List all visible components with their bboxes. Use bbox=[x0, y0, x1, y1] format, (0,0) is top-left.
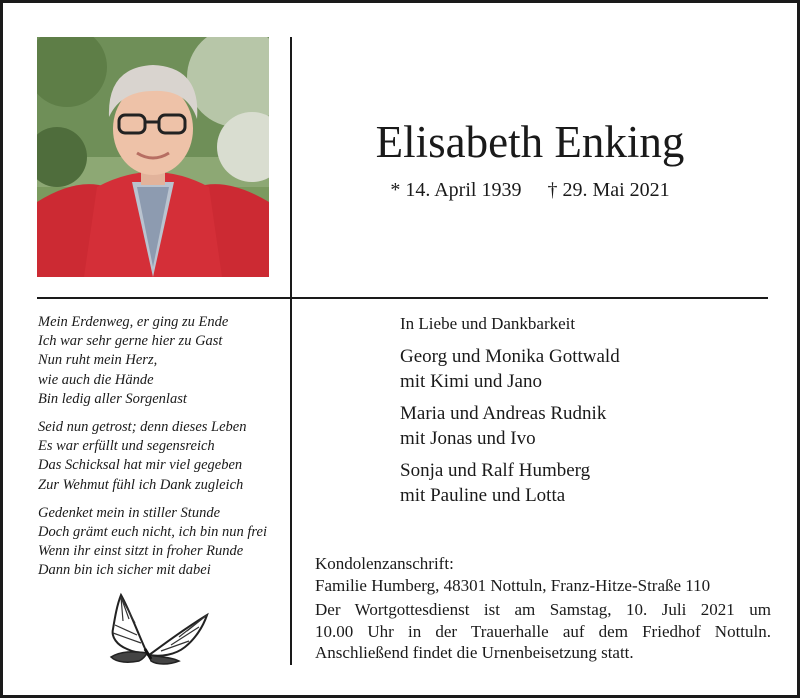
butterfly-icon bbox=[107, 591, 209, 665]
poem-line: Ich war sehr gerne hier zu Gast bbox=[38, 333, 223, 350]
poem-line: wie auch die Hände bbox=[38, 371, 154, 388]
poem-line: Das Schicksal hat mir viel gegeben bbox=[38, 457, 243, 474]
mourners-section bbox=[400, 313, 760, 515]
poem-line: Doch grämt euch nicht, ich bin nun frei bbox=[38, 524, 268, 541]
life-dates bbox=[292, 177, 768, 203]
horizontal-divider bbox=[37, 297, 768, 299]
service-info bbox=[315, 599, 771, 664]
mourner-family bbox=[400, 344, 760, 394]
birth-date: * 14. April 1939 bbox=[390, 179, 522, 201]
condolence-section bbox=[315, 553, 771, 664]
service-line: Anschließend findet die Urnenbeisetzung statt. bbox=[315, 643, 634, 662]
poem-line: Mein Erdenweg, er ging zu Ende bbox=[38, 314, 229, 330]
mourner-names: Maria und Andreas Rudnik bbox=[400, 403, 607, 424]
poem-stanza bbox=[38, 418, 283, 495]
condolence-label: Kondolenzanschrift: bbox=[315, 554, 454, 573]
condolence-address: Familie Humberg, 48301 Nottuln, Franz-Hitze-Straße 110 bbox=[315, 575, 711, 595]
mourner-children: mit Jonas und Ivo bbox=[400, 428, 536, 449]
poem-line: Nun ruht mein Herz, bbox=[38, 352, 158, 369]
memorial-poem bbox=[38, 313, 283, 590]
poem-line: Bin ledig aller Sorgenlast bbox=[38, 390, 187, 407]
poem-line: Wenn ihr einst sitzt in froher Runde bbox=[38, 543, 244, 560]
service-line: 10.00 Uhr in der Trauerhalle auf dem Friedhof Nottuln. bbox=[315, 621, 771, 641]
portrait-photo bbox=[37, 37, 269, 277]
mourners-intro: In Liebe und Dankbarkeit bbox=[400, 314, 576, 333]
service-line: Der Wortgottesdienst ist am Samstag, 10. Juli 2021 um bbox=[315, 600, 771, 619]
deceased-name: Elisabeth Enking bbox=[375, 117, 685, 167]
poem-line: Seid nun getrost; denn dieses Leben bbox=[38, 419, 247, 436]
mourner-family bbox=[400, 401, 760, 451]
poem-line: Zur Wehmut fühl ich Dank zugleich bbox=[38, 476, 244, 493]
mourner-family bbox=[400, 458, 760, 508]
mourner-names: Sonja und Ralf Humberg bbox=[400, 460, 591, 481]
poem-line: Dann bin ich sicher mit dabei bbox=[38, 562, 211, 579]
poem-line: Gedenket mein in stiller Stunde bbox=[38, 504, 221, 521]
mourner-children: mit Kimi und Jano bbox=[400, 371, 542, 392]
death-date: † 29. Mai 2021 bbox=[547, 179, 670, 201]
poem-line: Es war erfüllt und segensreich bbox=[38, 438, 215, 455]
mourner-names: Georg und Monika Gottwald bbox=[400, 346, 620, 367]
poem-stanza bbox=[38, 504, 283, 581]
mourner-children: mit Pauline und Lotta bbox=[400, 485, 566, 506]
poem-stanza bbox=[38, 313, 283, 409]
